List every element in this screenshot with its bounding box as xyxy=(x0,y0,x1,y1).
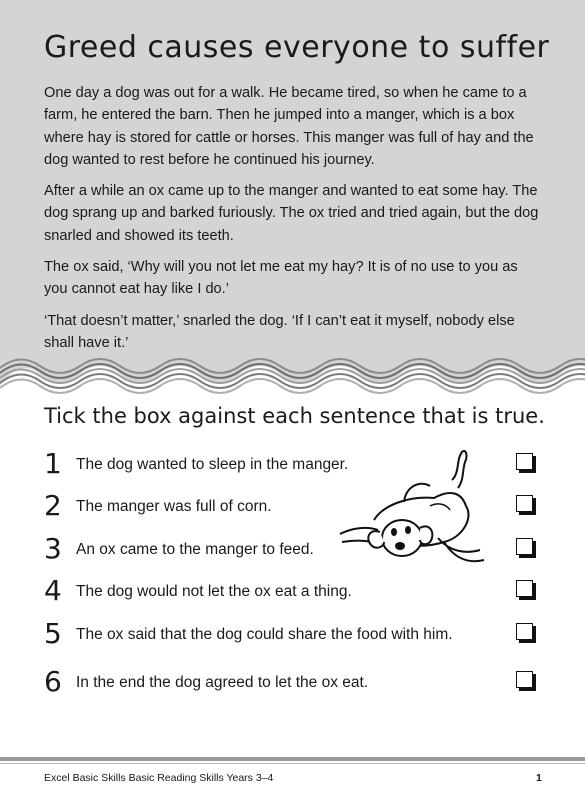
question-number: 4 xyxy=(44,574,62,607)
story-text xyxy=(44,82,544,363)
question-3 xyxy=(44,531,544,571)
question-text: The manger was full of corn. xyxy=(76,498,272,515)
question-text: The dog wanted to sleep in the manger. xyxy=(76,456,349,473)
question-text: In the end the dog agreed to let the ox eat. xyxy=(76,674,369,691)
question-text: The dog would not let the ox eat a thing. xyxy=(76,583,352,600)
question-1 xyxy=(44,446,544,486)
tick-box-5[interactable] xyxy=(516,623,533,640)
question-number: 5 xyxy=(44,617,62,650)
question-number: 1 xyxy=(44,447,62,480)
story-paragraph: The ox said, ‘Why will you not let me eat my hay? It is of no use to you as you cannot eat hay like I do.’ xyxy=(44,259,518,298)
tick-box-2[interactable] xyxy=(516,495,533,512)
story-paragraph: ‘That doesn’t matter,’ snarled the dog. ‘If I can’t eat it myself, nobody else shall have it.’ xyxy=(44,312,515,351)
story-paragraph: One day a dog was out for a walk. He became tired, so when he came to a farm, he entered the barn. Then he jumped into a manger, which is a box where hay is stored for cattle or horses. This manger was full of hay and the dog wanted to rest before he continued his journey. xyxy=(44,85,534,168)
footer-rule xyxy=(0,757,585,761)
question-6 xyxy=(44,664,544,704)
tick-box-4[interactable] xyxy=(516,580,533,597)
tick-box-3[interactable] xyxy=(516,538,533,555)
question-number: 6 xyxy=(44,665,62,698)
question-text: The ox said that the dog could share the food with him. xyxy=(76,626,453,643)
instruction-heading: Tick the box against each sentence that is true. xyxy=(44,404,545,428)
question-4 xyxy=(44,573,544,613)
footer-book-title: Excel Basic Skills Basic Reading Skills Years 3–4 xyxy=(44,772,274,784)
story-paragraph: After a while an ox came up to the manger and wanted to eat some hay. The dog sprang up and barked furiously. The ox tried and tried again, but the dog snarled and showed its teeth. xyxy=(44,183,539,244)
footer-rule-thin xyxy=(0,763,585,764)
question-5 xyxy=(44,616,544,656)
tick-box-6[interactable] xyxy=(516,671,533,688)
page-number: 1 xyxy=(536,772,542,784)
tick-box-1[interactable] xyxy=(516,453,533,470)
question-2 xyxy=(44,488,544,528)
question-text: An ox came to the manger to feed. xyxy=(76,541,314,558)
question-number: 3 xyxy=(44,532,62,565)
story-title: Greed causes everyone to suffer xyxy=(44,30,550,65)
question-number: 2 xyxy=(44,489,62,522)
